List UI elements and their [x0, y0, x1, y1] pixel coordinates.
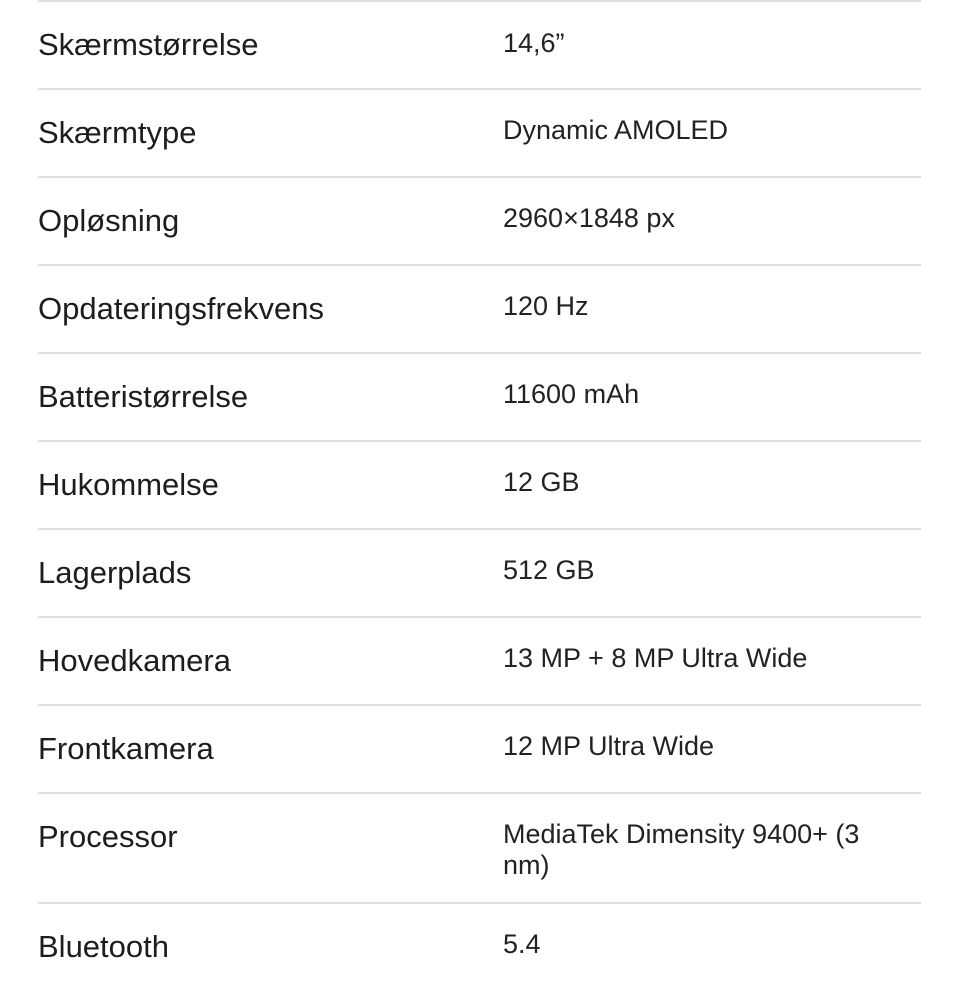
- spec-row-battery: [38, 354, 921, 442]
- spec-value: 120 Hz: [503, 291, 589, 321]
- spec-value: 12 GB: [503, 467, 580, 497]
- spec-value: 12 MP Ultra Wide: [503, 731, 715, 761]
- spec-value: 5.4: [503, 929, 541, 959]
- spec-label: Lagerplads: [38, 555, 192, 590]
- spec-value: 14,6”: [503, 28, 565, 58]
- spec-row-refresh-rate: [38, 266, 921, 354]
- spec-label: Processor: [38, 819, 178, 854]
- spec-label: Bluetooth: [38, 929, 169, 964]
- spec-value: Dynamic AMOLED: [503, 115, 729, 145]
- spec-value: MediaTek Dimensity 9400+ (3 nm): [503, 819, 860, 880]
- spec-row-memory: [38, 442, 921, 530]
- spec-row-screen-size: [38, 2, 921, 90]
- spec-value: 512 GB: [503, 555, 595, 585]
- spec-label: Frontkamera: [38, 731, 214, 766]
- spec-row-processor: [38, 794, 921, 904]
- spec-label: Opdateringsfrekvens: [38, 291, 325, 326]
- spec-label: Skærmtype: [38, 115, 197, 150]
- spec-table: [38, 0, 921, 990]
- spec-value: 11600 mAh: [503, 379, 640, 409]
- spec-row-front-camera: [38, 706, 921, 794]
- spec-label: Hovedkamera: [38, 643, 231, 678]
- spec-value: 13 MP + 8 MP Ultra Wide: [503, 643, 808, 673]
- spec-value: 2960×1848 px: [503, 203, 675, 233]
- spec-label: Batteristørrelse: [38, 379, 249, 414]
- spec-row-bluetooth: [38, 904, 921, 990]
- spec-row-main-camera: [38, 618, 921, 706]
- spec-row-resolution: [38, 178, 921, 266]
- spec-row-screen-type: [38, 90, 921, 178]
- spec-label: Skærmstørrelse: [38, 27, 259, 62]
- spec-row-storage: [38, 530, 921, 618]
- spec-label: Hukommelse: [38, 467, 219, 502]
- spec-label: Opløsning: [38, 203, 180, 238]
